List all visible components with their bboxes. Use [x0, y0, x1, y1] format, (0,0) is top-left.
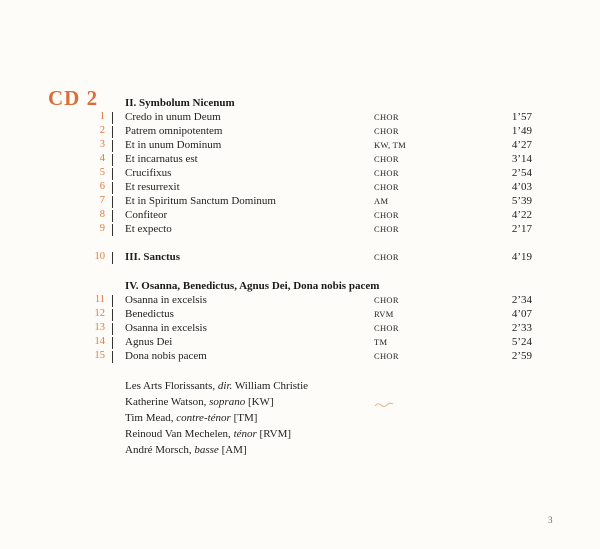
divider — [112, 252, 113, 264]
credit-detail: [KW] — [245, 396, 274, 408]
track-title: Credo in unum Deum — [125, 111, 221, 123]
track-row — [0, 294, 600, 308]
track-row-sanctus — [0, 251, 600, 265]
divider — [112, 323, 113, 335]
credit-detail: [TM] — [230, 412, 258, 424]
track-voice: CHOR — [374, 295, 399, 305]
track-duration: 1’49 — [511, 125, 532, 137]
track-number: 6 — [99, 181, 105, 192]
performer-credits — [125, 378, 308, 458]
track-row — [0, 336, 600, 350]
track-row — [0, 139, 600, 153]
credit-line — [125, 378, 308, 394]
track-row — [0, 308, 600, 322]
track-voice: CHOR — [374, 210, 399, 220]
track-title: Dona nobis pacem — [125, 350, 207, 362]
section-title-osanna: IV. Osanna, Benedictus, Agnus Dei, Dona nobis pacem — [125, 280, 380, 292]
divider — [112, 112, 113, 124]
divider — [112, 295, 113, 307]
track-title: Confiteor — [125, 209, 168, 221]
credit-name: André Morsch, — [125, 444, 195, 456]
track-duration: 4’22 — [511, 209, 532, 221]
track-duration: 2’59 — [511, 350, 532, 362]
track-number: 9 — [99, 223, 105, 234]
credit-detail: William Christie — [232, 380, 309, 392]
credit-role: dir. — [217, 380, 233, 392]
track-duration: 2’33 — [511, 322, 532, 334]
cd-label: CD 2 — [48, 86, 99, 110]
divider — [112, 210, 113, 222]
track-voice: CHOR — [374, 112, 399, 122]
track-title: Osanna in excelsis — [125, 294, 207, 306]
track-number: 4 — [99, 153, 105, 164]
track-duration: 5’39 — [511, 195, 532, 207]
track-row — [0, 153, 600, 167]
section-title-symbolum: II. Symbolum Nicenum — [125, 97, 235, 109]
track-duration: 4’07 — [511, 308, 532, 320]
track-number: 12 — [94, 308, 105, 319]
track-number: 3 — [99, 139, 105, 150]
track-title: Et expecto — [125, 223, 172, 235]
track-number: 10 — [94, 251, 105, 262]
divider — [112, 168, 113, 180]
page-number: 3 — [548, 515, 553, 525]
track-row — [0, 125, 600, 139]
track-row — [0, 195, 600, 209]
credit-detail: [AM] — [218, 444, 247, 456]
divider — [112, 309, 113, 321]
credit-line — [125, 442, 308, 458]
track-duration: 2’54 — [511, 167, 532, 179]
track-voice: TM — [374, 337, 388, 347]
track-voice: CHOR — [374, 252, 399, 262]
credit-name: Tim Mead, — [125, 412, 177, 424]
track-voice: CHOR — [374, 154, 399, 164]
credit-line — [125, 426, 308, 442]
divider — [112, 126, 113, 138]
track-duration: 2’17 — [511, 223, 532, 235]
track-voice: CHOR — [374, 182, 399, 192]
credit-role: soprano — [209, 396, 246, 408]
ornament-squiggle-icon — [374, 401, 394, 409]
track-voice: KW, TM — [374, 140, 407, 150]
credit-role: basse — [194, 444, 219, 456]
track-number: 1 — [99, 111, 105, 122]
track-row — [0, 167, 600, 181]
divider — [112, 182, 113, 194]
track-number: 2 — [99, 125, 105, 136]
track-title: Et in unum Dominum — [125, 139, 222, 151]
credit-name: Katherine Watson, — [125, 396, 210, 408]
track-number: 8 — [99, 209, 105, 220]
divider — [112, 337, 113, 349]
divider — [112, 154, 113, 166]
credit-line — [125, 394, 308, 410]
credit-role: ténor — [233, 428, 257, 440]
divider — [112, 224, 113, 236]
track-number: 13 — [94, 322, 105, 333]
track-voice: CHOR — [374, 168, 399, 178]
track-row — [0, 111, 600, 125]
track-title: Patrem omnipotentem — [125, 125, 223, 137]
section-title-sanctus: III. Sanctus — [125, 251, 181, 263]
track-voice: AM — [374, 196, 389, 206]
divider — [112, 140, 113, 152]
track-duration: 4’27 — [511, 139, 532, 151]
track-title: Benedictus — [125, 308, 174, 320]
credit-name: Reinoud Van Mechelen, — [125, 428, 234, 440]
track-number: 7 — [99, 195, 105, 206]
credit-role: contre-ténor — [176, 412, 231, 424]
track-duration: 4’19 — [511, 251, 532, 263]
track-voice: CHOR — [374, 126, 399, 136]
track-title: Et in Spiritum Sanctum Dominum — [125, 195, 276, 207]
track-number: 5 — [99, 167, 105, 178]
track-row — [0, 181, 600, 195]
track-voice: CHOR — [374, 323, 399, 333]
track-title: Et incarnatus est — [125, 153, 198, 165]
divider — [112, 351, 113, 363]
track-voice: CHOR — [374, 351, 399, 361]
track-title: Et resurrexit — [125, 181, 180, 193]
track-duration: 5’24 — [511, 336, 532, 348]
track-row — [0, 209, 600, 223]
credit-line — [125, 410, 308, 426]
track-voice: CHOR — [374, 224, 399, 234]
track-title: Crucifixus — [125, 167, 172, 179]
track-duration: 4’03 — [511, 181, 532, 193]
track-row — [0, 322, 600, 336]
track-number: 15 — [94, 350, 105, 361]
track-number: 14 — [94, 336, 105, 347]
track-title: Agnus Dei — [125, 336, 173, 348]
credit-detail: [RVM] — [256, 428, 292, 440]
track-duration: 1’57 — [511, 111, 532, 123]
track-title: Osanna in excelsis — [125, 322, 207, 334]
track-duration: 3’14 — [511, 153, 532, 165]
track-row — [0, 223, 600, 237]
divider — [112, 196, 113, 208]
track-number: 11 — [94, 294, 105, 305]
credit-name: Les Arts Florissants, — [125, 380, 218, 392]
track-duration: 2’34 — [511, 294, 532, 306]
track-row — [0, 350, 600, 364]
track-voice: RVM — [374, 309, 394, 319]
